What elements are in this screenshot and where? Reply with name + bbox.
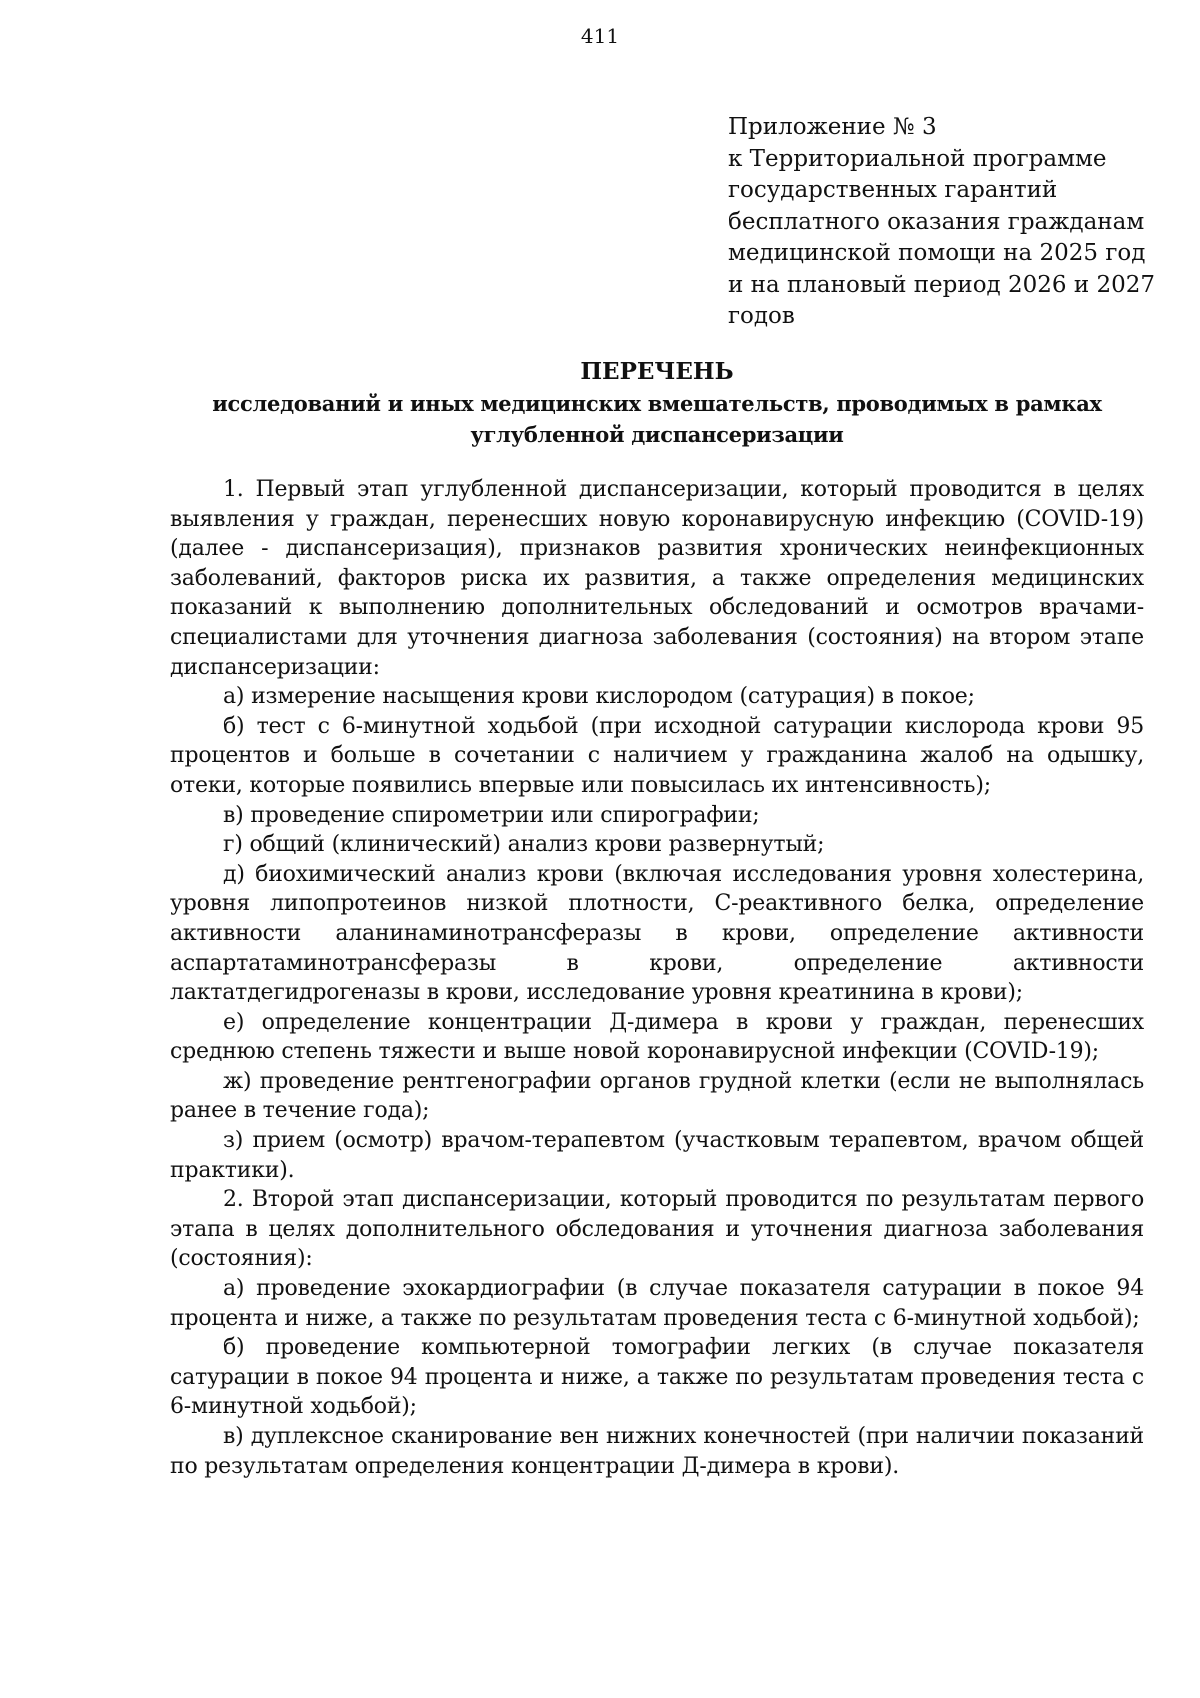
appendix-line: медицинской помощи на 2025 год	[728, 240, 1146, 266]
appendix-line: бесплатного оказания гражданам	[728, 208, 1145, 235]
list-item: е) определение концентрации Д-димера в крови у граждан, перенесших среднюю степень тяжести и выше новой коронавирусной инфекции (COVID-19);	[170, 1009, 1144, 1065]
list-item: в) проведение спирометрии или спирографии;	[223, 802, 760, 828]
paragraph-stage-2: 2. Второй этап диспансеризации, который проводится по результатам первого этапа в целях дополнительного обследования и уточнения диагноза заболевания (состояния):	[170, 1187, 1144, 1272]
list-item: г) общий (клинический) анализ крови развернутый;	[223, 832, 825, 858]
appendix-note	[728, 112, 1158, 333]
list-item: з) прием (осмотр) врачом-терапевтом (участковым терапевтом, врачом общей практики).	[170, 1128, 1144, 1183]
list-item: ж) проведение рентгенографии органов грудной клетки (если не выполнялась ранее в течение года);	[170, 1068, 1144, 1124]
document-heading	[170, 356, 1144, 450]
list-item: а) измерение насыщения крови кислородом (сатурация) в покое;	[223, 684, 975, 710]
list-item: б) тест с 6-минутной ходьбой (при исходной сатурации кислорода крови 95 процентов и больше в сочетании с наличием у гражданина жалоб на одышку, отеки, которые появились впервые или повысилась их интенсивность);	[170, 713, 1144, 798]
appendix-line: Приложение № 3	[728, 114, 937, 140]
document-subtitle: исследований и иных медицинских вмешательств, проводимых в рамках углубленной диспансеризации	[212, 391, 1102, 447]
list-item: д) биохимический анализ крови (включая исследования уровня холестерина, уровня липопротеинов низкой плотности, С-реактивного белка, определение активности аланинаминотрансферазы в крови, определение активности аспартатаминотрансферазы в крови, определение активности лактатдегидрогеназы в крови, исследование уровня креатинина в крови);	[170, 861, 1144, 1006]
list-item: а) проведение эхокардиографии (в случае показателя сатурации в покое 94 процента и ниже, а также по результатам проведения теста с 6-минутной ходьбой);	[170, 1276, 1144, 1331]
document-body	[170, 475, 1144, 1481]
list-item: в) дуплексное сканирование вен нижних конечностей (при наличии показаний по результатам определения концентрации Д-димера в крови).	[170, 1424, 1144, 1479]
page-number: 411	[580, 24, 620, 48]
appendix-line: и на плановый период 2026 и 2027	[728, 271, 1156, 298]
appendix-line: к Территориальной программе	[728, 145, 1107, 172]
paragraph-stage-1: 1. Первый этап углубленной диспансеризации, который проводится в целях выявления у граждан, перенесших новую коронавирусную инфекцию (COVID-19) (далее - диспансеризация), признаков развития хронических неинфекционных заболеваний, факторов риска их развития, а также определения медицинских показаний к выполнению дополнительных обследований и осмотров врачами-специалистами для уточнения диагноза заболевания (состояния) на втором этапе диспансеризации:	[170, 477, 1144, 680]
appendix-line: государственных гарантий	[728, 177, 1058, 203]
appendix-line: годов	[728, 303, 795, 329]
document-title: ПЕРЕЧЕНЬ	[580, 358, 734, 385]
list-item: б) проведение компьютерной томографии легких (в случае показателя сатурации в покое 94 процента и ниже, а также по результатам проведения теста с 6-минутной ходьбой);	[170, 1335, 1144, 1420]
